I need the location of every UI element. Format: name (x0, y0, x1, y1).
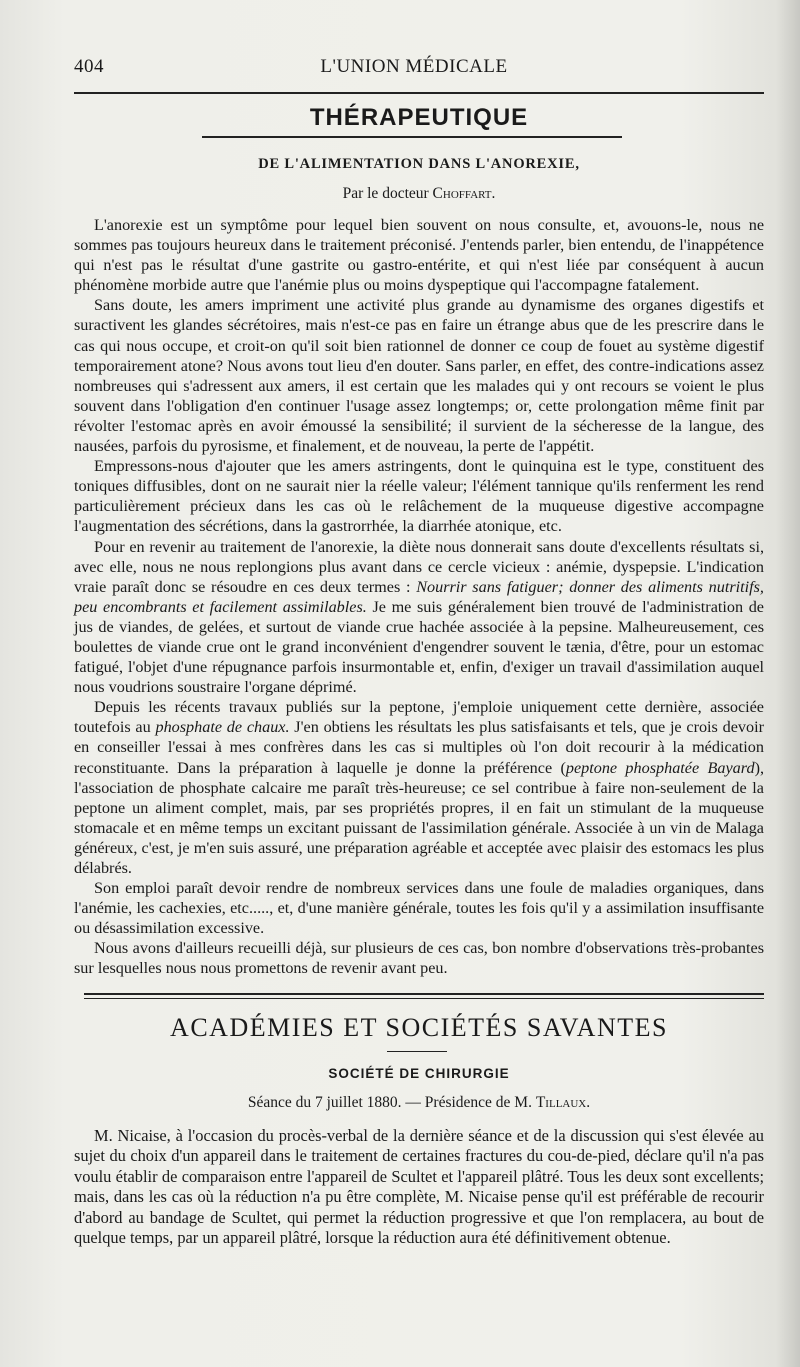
running-head (74, 56, 764, 94)
paragraph-5-text-b: J'en obtiens les résultats les plus satisfaisants et tels, que je crois devoir en conseiller l'essai à mes confrères dans les cas si multiples où l'on doit recourir à la médication reconstituante. Dans la préparation à laquelle je donne la préférence ( (74, 718, 764, 777)
journal-title: L'UNION MÉDICALE (320, 56, 508, 77)
article-title: DE L'ALIMENTATION DANS L'ANOREXIE, (258, 156, 580, 172)
article-paragraph-3: Empressons-nous d'ajouter que les amers astringents, dont le quinquina est le type, constituent des toniques diffusibles, dont on ne saurait nier la réelle valeur; l'élément tannique qu'ils renferment les rend particulièrement précieux dans les cas où le relâchement de la muqueuse digestive accompagne l'augmentation des sécrétions, dans la gastrorrhée, la diarrhée atonique, etc. (74, 457, 764, 536)
section-divider (84, 993, 764, 999)
seance-line (74, 1094, 764, 1112)
paragraph-5-text-a: Depuis les récents travaux publiés sur la peptone, j'emploie uniquement cette dernière, associée toutefois au (74, 698, 764, 737)
page-gutter-shadow (776, 0, 800, 1367)
academies-title-rule (387, 1051, 447, 1052)
section-title-rule (202, 136, 622, 138)
society-report (74, 1126, 764, 1249)
page-number: 404 (74, 56, 104, 77)
article-paragraph-7: Nous avons d'ailleurs recueilli déjà, sur plusieurs de ces cas, bon nombre d'observations très-probantes sur lesquelles nous nous promettons de revenir avant peu. (74, 939, 764, 978)
seance-prefix: Séance du 7 juillet 1880. — Présidence de M. (247, 1093, 536, 1111)
society-paragraph-1: M. Nicaise, à l'occasion du procès-verbal de la dernière séance et de la discussion qui s'est élevée au sujet du choix d'un appareil dans le traitement de certaines fractures du cou-de-pied, déclare qu'il n'a pas voulu établir de comparaison entre l'appareil de Scultet et l'appareil plâtré. Tous les deux sont excellents; mais, dans les cas où la réduction n'a pu être complète, M. Nicaise pense qu'il est préférable de recourir d'abord au bandage de Scultet, qui permet la réduction progressive et que l'on remplacera, au bout de quelque temps, par un appareil plâtré, lorsque la réduction aura été définitivement obtenue. (74, 1125, 764, 1248)
byline-prefix: Par le docteur (342, 185, 433, 202)
paragraph-4-text-b: Je me suis généralement bien trouvé de l'administration de jus de viandes, de gelées, et surtout de viande crue hachée associée à la pepsine. Malheureusement, ces boulettes de viande crue ont le grand inconvénient d'engendrer souvent le tænia, d'être, pour un estomac fatigué, l'objet d'une répugnance parfois insurmontable et, enfin, d'exiger un travail d'assimilation auquel nous voudrions soustraire l'organe déprimé. (74, 597, 764, 697)
article-paragraph-6: Son emploi paraît devoir rendre de nombreux services dans une foule de maladies organiques, dans l'anémie, les cachexies, etc....., et, d'une manière générale, toutes les fois qu'il y a assimilation insuffisante ou désassimilation excessive. (74, 879, 764, 938)
section-title: THÉRAPEUTIQUE (309, 104, 529, 131)
society-title: SOCIÉTÉ DE CHIRURGIE (328, 1065, 510, 1081)
article-byline (74, 185, 764, 203)
paragraph-4-italic: Nourrir sans fatiguer; donner des aliments nutritifs, peu encombrants et facilement assimilables. (74, 577, 764, 616)
article-paragraph-1: L'anorexie est un symptôme pour lequel bien souvent on nous consulte, et, avouons-le, nous ne sommes pas toujours heureux dans le traitement préconisé. J'entends parler, bien entendu, de l'inappétence qui n'est pas le résultat d'une gastrite ou gastro-entérite, et qui n'est liée par conséquent à aucun phénomène morbide autre que l'anémie plus ou moins dyspeptique qui l'accompagne fatalement. (74, 216, 764, 295)
paragraph-5-text-c: ), l'association de phosphate calcaire me paraît très-heureuse; ce sel contribue à faire non-seulement de la peptone un aliment complet, mais, par ses propriétés propres, il en fait un stimulant de la muqueuse stomacale et en même temps un excitant puissant de l'assimilation générale. Associée à un vin de Malaga généreux, c'est, je m'en suis assuré, une préparation agréable et acceptée avec plaisir des estomacs les plus délabrés. (74, 758, 764, 877)
paragraph-5-italic-2: peptone phosphatée Bayard (565, 758, 755, 777)
article-body (74, 215, 764, 979)
seance-president: Tillaux. (535, 1093, 591, 1111)
paragraph-4-text-a: Pour en revenir au traitement de l'anorexie, la diète nous donnerait sans doute d'excellents résultats si, avec elle, nous ne nous replongions plus avant dans ce cercle vicieux : anémie, dyspepsie. L'indication vraie paraît donc se résoudre en ces deux termes : (74, 537, 764, 596)
academies-title: ACADÉMIES ET SOCIÉTÉS SAVANTES (170, 1012, 668, 1042)
paragraph-5-italic-1: phosphate de chaux. (155, 718, 290, 737)
article-paragraph-2: Sans doute, les amers impriment une activité plus grande au dynamisme des organes digestifs et suractivent les glandes sécrétoires, mais n'est-ce pas en faire un étrange abus que de les prescrire dans le cas qui nous occupe, et croit-on qu'il soit bien rationnel de donner ce coup de fouet au système digestif temporairement atone? Nous avons tout lieu d'en douter. Sans parler, en effet, des contre-indications assez nombreuses qui s'adressent aux amers, il est certain que les malades qui y ont recours se voient le plus souvent dans l'obligation d'en continuer l'usage assez longtemps; or, cette prolongation même finit par révolter l'estomac après en avoir émoussé la sensibilité; il survient de la sécheresse de la langue, des nausées, parfois du pyrosisme, et finalement, et de nouveau, la perte de l'appétit. (74, 296, 764, 456)
byline-author: Choffart. (432, 185, 496, 202)
article-paragraph-4 (74, 537, 764, 698)
article-paragraph-5 (74, 697, 764, 878)
